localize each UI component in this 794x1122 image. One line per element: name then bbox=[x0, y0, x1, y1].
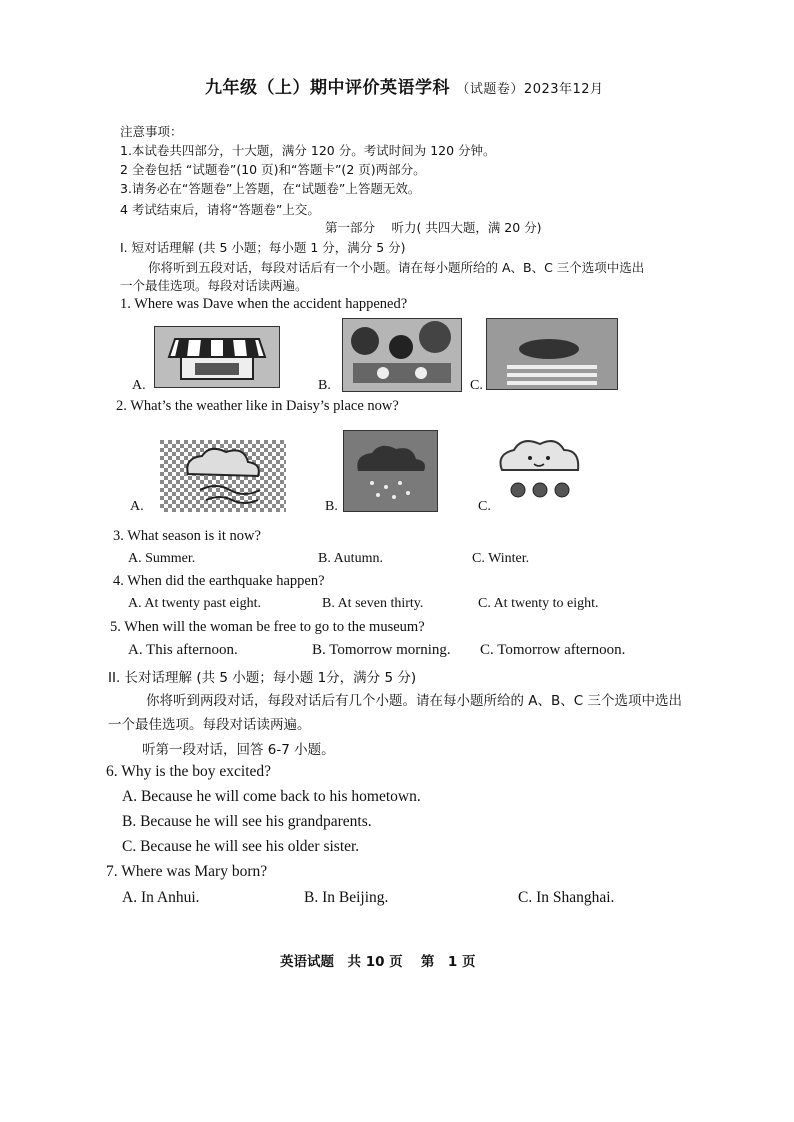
page-title bbox=[205, 73, 604, 98]
trees-scene-icon bbox=[343, 319, 461, 391]
rainy-cloud-picture bbox=[343, 430, 438, 512]
q2-option-b: B. bbox=[325, 499, 338, 514]
windy-cloud-icon bbox=[160, 440, 286, 512]
q2-option-c: C. bbox=[478, 499, 491, 514]
park-picture bbox=[342, 318, 462, 392]
road-scene-icon bbox=[487, 319, 617, 389]
q6-option-a: A. Because he will come back to his hometown. bbox=[122, 788, 421, 805]
q7-option-a: A. In Anhui. bbox=[122, 889, 200, 906]
q4-option-a: A. At twenty past eight. bbox=[128, 596, 261, 611]
q4-option-b: B. At seven thirty. bbox=[322, 596, 424, 611]
section2-instruction: 你将听到两段对话，每段对话后有几个小题。请在每小题所给的 A、B、C 三个选项中选出 bbox=[146, 693, 683, 709]
q7-option-c: C. In Shanghai. bbox=[518, 889, 615, 906]
rain-cloud-icon bbox=[344, 431, 437, 511]
section1-instruction: 你将听到五段对话，每段对话后有一个小题。请在每小题所给的 A、B、C 三个选项中选出 bbox=[148, 260, 645, 275]
question-2-stem: 2. What’s the weather like in Daisy’s place now? bbox=[116, 398, 399, 414]
snowy-cloud-picture bbox=[492, 432, 588, 504]
q5-option-b: B. Tomorrow morning. bbox=[312, 642, 451, 658]
q3-option-b: B. Autumn. bbox=[318, 551, 383, 566]
q1-option-b: B. bbox=[318, 378, 331, 393]
street-picture bbox=[486, 318, 618, 390]
q7-option-b: B. In Beijing. bbox=[304, 889, 389, 906]
notes-heading: 注意事项： bbox=[120, 124, 183, 139]
section2-title: II. 长对话理解 (共 5 小题；每小题 1分，满分 5 分) bbox=[108, 670, 417, 686]
notes-item: 3.请务必在“答题卷”上答题，在“试题卷”上答题无效。 bbox=[120, 181, 421, 196]
question-6-stem: 6. Why is the boy excited? bbox=[106, 763, 272, 780]
shop-awning-icon bbox=[155, 327, 279, 387]
section2-sub-instruction: 听第一段对话，回答 6-7 小题。 bbox=[142, 742, 335, 758]
q5-option-a: A. This afternoon. bbox=[128, 642, 238, 658]
q3-option-c: C. Winter. bbox=[472, 551, 530, 566]
q6-option-b: B. Because he will see his grandparents. bbox=[122, 813, 372, 830]
q2-option-a: A. bbox=[130, 499, 144, 514]
section1-instruction: 一个最佳选项。每段对话读两遍。 bbox=[120, 278, 308, 293]
notes-item: 2 全卷包括 “试题卷”(10 页)和“答题卡”(2 页)两部分。 bbox=[120, 162, 426, 177]
q1-option-c: C. bbox=[470, 378, 483, 393]
snow-cloud-icon bbox=[492, 432, 588, 504]
question-7-stem: 7. Where was Mary born? bbox=[106, 863, 268, 880]
windy-cloud-picture bbox=[160, 440, 286, 512]
shop-picture bbox=[154, 326, 280, 388]
page-footer: 英语试题 共 10 页 第 1 页 bbox=[280, 954, 476, 970]
q1-option-a: A. bbox=[132, 378, 146, 393]
notes-item: 1.本试卷共四部分，十大题，满分 120 分。考试时间为 120 分钟。 bbox=[120, 143, 496, 158]
question-1-stem: 1. Where was Dave when the accident happened? bbox=[120, 296, 408, 312]
section1-title: I. 短对话理解 (共 5 小题；每小题 1 分，满分 5 分) bbox=[120, 240, 406, 255]
section2-instruction: 一个最佳选项。每段对话读两遍。 bbox=[108, 717, 311, 733]
question-4-stem: 4. When did the earthquake happen? bbox=[113, 573, 325, 589]
exam-subtitle: （试题卷）2023年12月 bbox=[456, 82, 604, 97]
part1-heading: 第一部分 听力( 共四大题，满 20 分) bbox=[325, 220, 542, 235]
question-5-stem: 5. When will the woman be free to go to the museum? bbox=[110, 619, 425, 635]
question-3-stem: 3. What season is it now? bbox=[113, 528, 261, 544]
q6-option-c: C. Because he will see his older sister. bbox=[122, 838, 360, 855]
q3-option-a: A. Summer. bbox=[128, 551, 196, 566]
exam-title: 九年级（上）期中评价英语学科 bbox=[205, 78, 450, 98]
q4-option-c: C. At twenty to eight. bbox=[478, 596, 599, 611]
q5-option-c: C. Tomorrow afternoon. bbox=[480, 642, 626, 658]
notes-item: 4 考试结束后，请将“答题卷”上交。 bbox=[120, 202, 320, 217]
